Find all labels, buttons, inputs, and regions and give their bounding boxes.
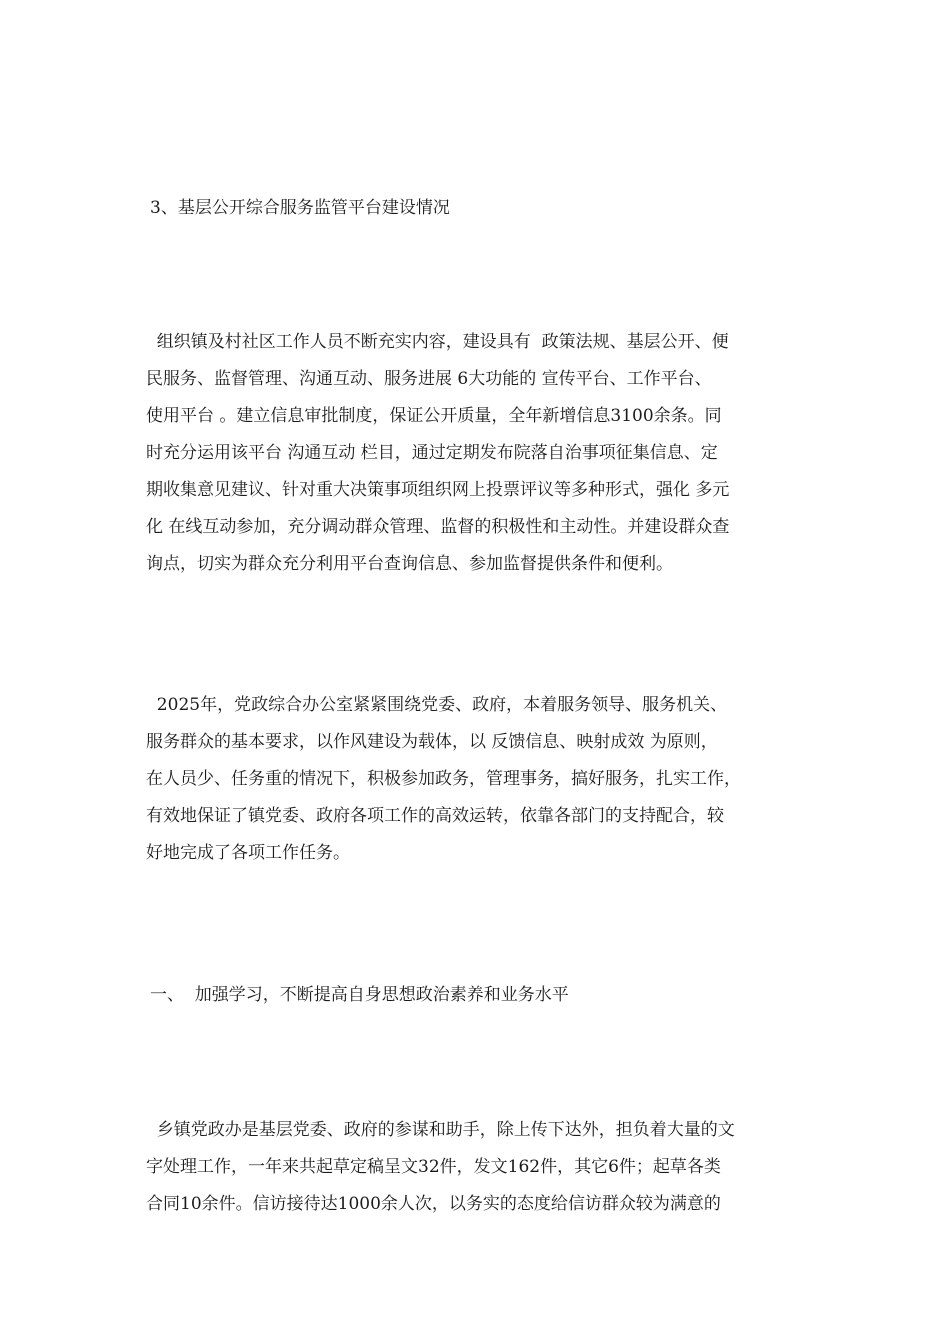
paragraph-line: 时充分运用该平台 沟通互动 栏目，通过定期发布院落自治事项征集信息、定: [146, 443, 718, 463]
paragraph-platform: [146, 324, 806, 583]
paragraph-line: 字处理工作，一年来共起草定稿呈文32件，发文162件，其它6件；起草各类: [146, 1157, 721, 1177]
paragraph-line: 2025年，党政综合办公室紧紧围绕党委、政府，本着服务领导、服务机关、: [146, 695, 728, 715]
paragraph-line: 期收集意见建议、针对重大决策事项组织网上投票评议等多种形式，强化 多元: [146, 480, 730, 500]
paragraph-line: 好地完成了各项工作任务。: [146, 843, 350, 863]
section-heading-3: 3、基层公开综合服务监管平台建设情况: [150, 198, 450, 218]
paragraph-line: 服务群众的基本要求，以作风建设为载体，以 反馈信息、映射成效 为原则，: [146, 732, 718, 752]
section-heading-one: 一、 加强学习，不断提高自身思想政治素养和业务水平: [150, 985, 569, 1005]
paragraph-line: 询点，切实为群众充分利用平台查询信息、参加监督提供条件和便利。: [146, 554, 673, 574]
paragraph-line: 组织镇及村社区工作人员不断充实内容，建设具有 政策法规、基层公开、便: [146, 332, 729, 352]
paragraph-line: 合同10余件。信访接待达1000余人次，以务实的态度给信访群众较为满意的: [146, 1194, 721, 1214]
paragraph-line: 乡镇党政办是基层党委、政府的参谋和助手，除上传下达外，担负着大量的文: [146, 1120, 735, 1140]
paragraph-summary-2025: [146, 687, 806, 872]
paragraph-office-work: [146, 1112, 806, 1223]
paragraph-line: 民服务、监督管理、沟通互动、服务进展 6大功能的 宣传平台、工作平台、: [146, 369, 712, 389]
paragraph-line: 有效地保证了镇党委、政府各项工作的高效运转，依靠各部门的支持配合，较: [146, 806, 724, 826]
paragraph-line: 使用平台 。建立信息审批制度，保证公开质量，全年新增信息3100余条。同: [146, 406, 722, 426]
paragraph-line: 在人员少、任务重的情况下，积极参加政务，管理事务，搞好服务，扎实工作，: [146, 769, 741, 789]
paragraph-line: 化 在线互动参加，充分调动群众管理、监督的积极性和主动性。并建设群众查: [146, 517, 730, 537]
